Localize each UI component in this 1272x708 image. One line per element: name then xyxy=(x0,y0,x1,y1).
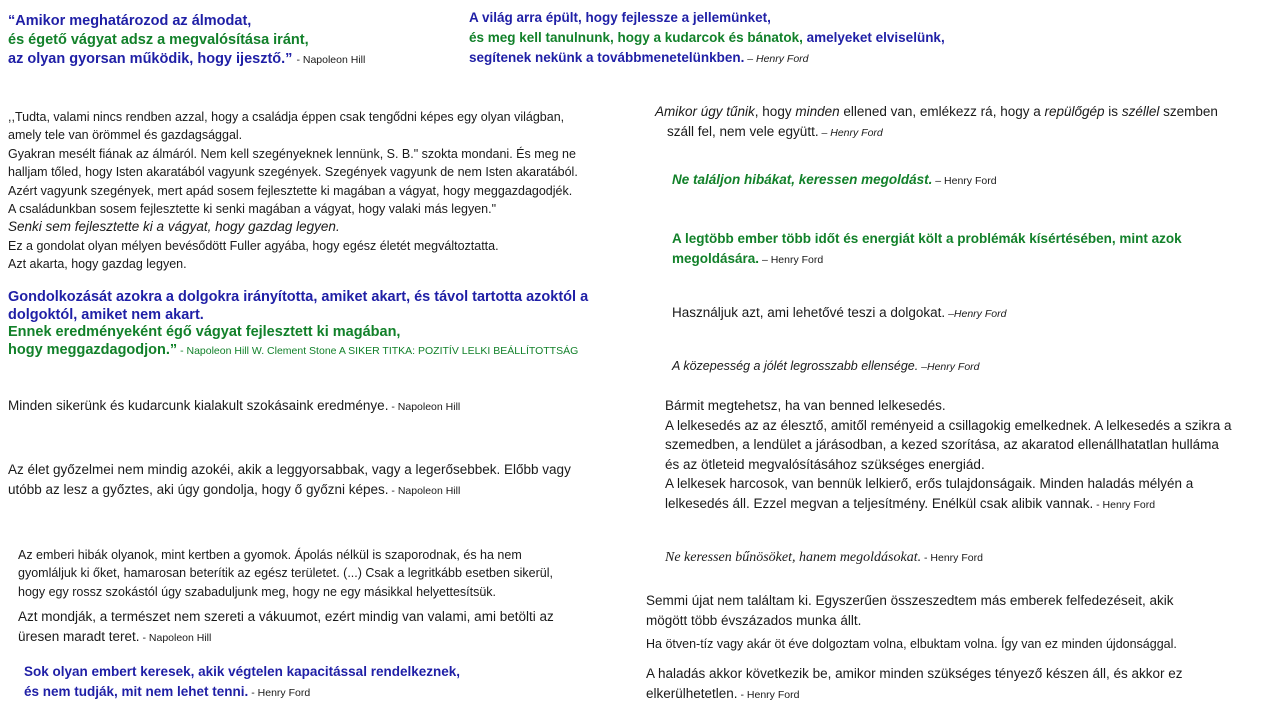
quote-fragment: minden xyxy=(795,104,840,119)
quote-victories xyxy=(8,460,571,501)
quote-airplane xyxy=(655,102,1218,143)
quote-capacity xyxy=(24,662,460,703)
story-line: halljam tőled, hogy Isten akaratából vagyunk szegények. Szegények vagyunk de nem Isten akaratából. xyxy=(8,165,578,180)
story-line: Azért vagyunk szegények, mert apád sosem fejlesztette ki magában a vágyat, hogy meggazdagodjék. xyxy=(8,183,573,198)
quote-line: segítenek nekünk a továbbmenetelünkben. xyxy=(469,50,745,65)
story-line: Azt akarta, hogy gazdag legyen. xyxy=(8,257,187,272)
quote-text: Ne találjon hibákat, keressen megoldást. xyxy=(672,172,933,187)
quote-problems xyxy=(672,229,1182,270)
quote-line: szemedben, a lendület a járásodban, a kezed szorítása, az akaratod ellenállhatatlan hulláma xyxy=(665,437,1219,452)
quote-line: amelyeket elviselünk, xyxy=(802,30,945,45)
quote-line: és az ötleteid megvalósításához szükséges energiád. xyxy=(665,456,985,472)
quote-line: megoldására. xyxy=(672,251,760,266)
quote-text: Ne keressen bűnösöket, hanem megoldásokat. xyxy=(665,550,922,565)
quote-author: - Napoleon Hill xyxy=(296,54,366,66)
quote-line: utóbb az lesz a győztes, aki úgy gondolja, hogy ő győzni képes. xyxy=(8,481,389,497)
quote-line: Gondolkozását azokra a dolgokra irányította, amiket akart, és távol tartotta azoktól a xyxy=(8,289,589,305)
quote-mediocrity xyxy=(672,359,980,373)
quote-line: A lelkesedés az az élesztő, amitől reményeid a csillagokig emelkednek. A lelkesedés a szikra a xyxy=(665,417,1232,433)
story-line: Ez a gondolat olyan mélyen bevésődött Fuller agyába, hogy egész életét megváltoztatta. xyxy=(8,238,499,253)
quote-line: Sok olyan embert keresek, akik végtelen kapacitással rendelkeznek, xyxy=(24,664,460,679)
quote-author: –Henry Ford xyxy=(945,308,1007,320)
quote-line: Az élet győzelmei nem mindig azokéi, akik a leggyorsabbak, vagy a legerősebbek. Előbb vagy xyxy=(8,462,571,477)
quote-author: - Henry Ford xyxy=(737,688,800,701)
quote-line: lelkesedés áll. Ezzel megvan a teljesítmény. Enélkül csak alibik vannak. xyxy=(665,495,1094,511)
quote-fragment: , hogy xyxy=(754,104,796,119)
quote-text: Használjuk azt, ami lehetővé teszi a dolgokat. xyxy=(672,305,946,320)
quote-use-it xyxy=(672,303,1006,325)
story-line: ,,Tudta, valami nincs rendben azzal, hogy a családja éppen csak tengődni képes egy olyan világban, xyxy=(8,110,565,124)
quote-line: Azt mondják, a természet nem szereti a vákuumot, ezért mindig van valami, ami betölti az xyxy=(18,609,554,624)
quote-author: - Henry Ford xyxy=(921,552,983,564)
quote-fuller-story xyxy=(8,108,628,274)
quote-author: - Henry Ford xyxy=(248,687,311,699)
quote-world-built xyxy=(469,8,945,69)
quote-author: –Henry Ford xyxy=(918,361,980,373)
quote-author: - Napoleon Hill xyxy=(388,484,461,497)
quote-author: – Henry Ford xyxy=(744,53,809,65)
quote-weeds xyxy=(18,546,553,601)
quote-line: száll fel, nem vele együtt. xyxy=(667,123,819,139)
quote-fragment: Amikor úgy tűnik xyxy=(655,104,755,119)
quote-author: – Henry Ford xyxy=(932,175,997,187)
quote-fragment: is xyxy=(1104,104,1122,119)
quote-nothing-new xyxy=(646,591,1173,630)
quote-line: “Amikor meghatározod az álmodat, xyxy=(8,13,252,29)
story-line: amely tele van örömmel és gazdagsággal. xyxy=(8,128,243,143)
quote-line: dolgoktól, amiket nem akart. xyxy=(8,306,204,323)
quote-line: Ennek eredményeként égő vágyat fejlesztett ki magában, xyxy=(8,324,401,340)
quote-author: – Henry Ford xyxy=(759,254,824,266)
quote-line: az olyan gyorsan működik, hogy ijesztő.” xyxy=(8,51,293,67)
quote-line: hogy meggazdagodjon.” xyxy=(8,341,178,358)
quote-text: Minden sikerünk és kudarcunk kialakult szokásaink eredménye. xyxy=(8,398,389,413)
quote-line: Bármit megtehetsz, ha van benned lelkesedés. xyxy=(665,398,946,413)
quote-vacuum xyxy=(18,607,554,648)
quote-enthusiasm xyxy=(665,396,1232,515)
quote-line: elkerülhetetlen. xyxy=(646,685,738,701)
quote-line: A haladás akkor következik be, amikor minden szükséges tényező készen áll, és akkor ez xyxy=(646,666,1183,681)
quote-line: üresen maradt teret. xyxy=(18,628,140,644)
quote-author: - Napoleon Hill xyxy=(139,631,212,644)
quote-solutions xyxy=(672,172,997,187)
quote-line: Semmi újat nem találtam ki. Egyszerűen összeszedtem más emberek felfedezéseit, akik xyxy=(646,593,1174,608)
quote-fragment: repülőgép xyxy=(1044,104,1105,119)
quote-dream xyxy=(8,12,365,70)
quote-line: hogy egy rossz szokástól úgy szabaduljunk meg, hogy ne egy másikkal helyettesítsük. xyxy=(18,584,497,599)
quote-fragment: szemben xyxy=(1159,104,1218,119)
quote-fragment: ellened van, emlékezz rá, hogy a xyxy=(839,104,1045,119)
quote-line: A legtöbb ember több időt és energiát költ a problémák kísértésében, mint azok xyxy=(672,231,1182,246)
quote-author: - Henry Ford xyxy=(1093,498,1156,511)
quote-progress xyxy=(646,664,1183,705)
story-italic-line: Senki sem fejlesztette ki a vágyat, hogy gazdag legyen. xyxy=(8,219,340,235)
quote-fifty-years xyxy=(646,637,1177,651)
quote-author: – Henry Ford xyxy=(818,126,883,139)
story-line: A családunkban sosem fejlesztette ki senki magában a vágyat, hogy valaki más legyen." xyxy=(8,202,497,217)
quote-text: Ha ötven-tíz vagy akár öt éve dolgoztam volna, elbuktam volna. Így van ez minden újdonsággal. xyxy=(646,637,1177,651)
quote-culprits xyxy=(665,548,983,566)
quote-line: Az emberi hibák olyanok, mint kertben a gyomok. Ápolás nélkül is szaporodnak, és ha nem xyxy=(18,548,522,562)
quote-line: és nem tudják, mit nem lehet tenni. xyxy=(24,684,249,699)
story-line: Gyakran mesélt fiának az álmáról. Nem kell szegényeknek lennünk, S. B." szokta mondani. És meg ne xyxy=(8,146,576,161)
quote-thinking xyxy=(8,289,588,360)
quote-line: gyomláljuk ki őket, hamarosan beterítik az egész területet. (...) Csak a legritkább esetben sikerül, xyxy=(18,566,553,581)
quote-line: A világ arra épült, hogy fejlessze a jellemünket, xyxy=(469,10,771,25)
quote-fragment: széllel xyxy=(1121,104,1160,119)
quote-habits xyxy=(8,396,460,418)
quote-line: A lelkesek harcosok, van bennük lelkierő, erős tulajdonságaik. Minden haladás mélyén a xyxy=(665,476,1194,491)
quote-author: - Napoleon Hill xyxy=(388,401,461,413)
quote-author: - Napoleon Hill W. Clement Stone A SIKER TITKA: POZITÍV LELKI BEÁLLÍTOTTSÁG xyxy=(177,344,579,357)
quote-line: mögött több évszázados munka állt. xyxy=(646,612,862,628)
quote-text: A közepesség a jólét legrosszabb ellensége. xyxy=(672,359,919,373)
quote-line: és meg kell tanulnunk, hogy a kudarcok és bánatok, xyxy=(469,30,803,45)
quote-line: és égető vágyat adsz a megvalósítása iránt, xyxy=(8,32,309,48)
